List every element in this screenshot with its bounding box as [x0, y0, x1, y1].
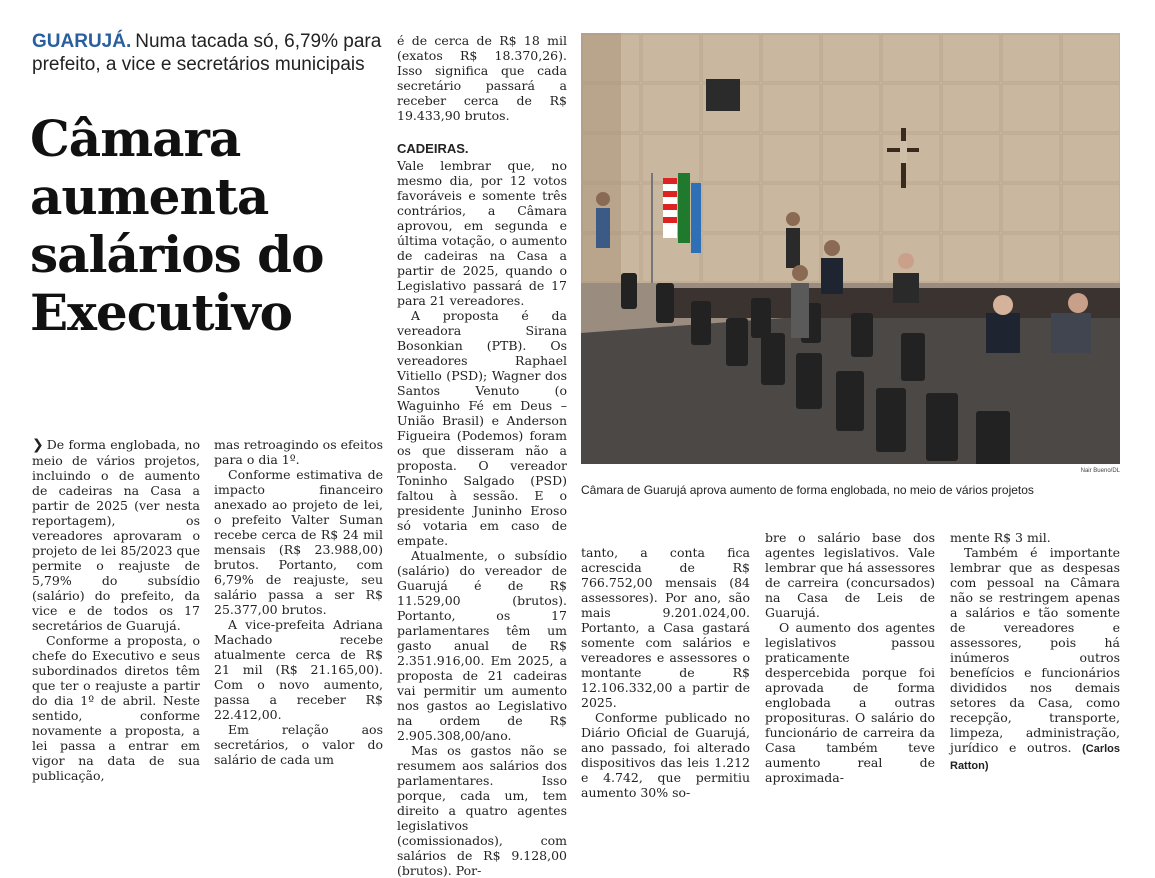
author-credit: (Carlos Ratton)	[950, 743, 1120, 772]
col5-paragraph-1: bre o salário base dos agentes legislativos. Vale lembrar que há assessores de carreira (concursados) na Casa de Leis de Guarujá.	[765, 530, 935, 620]
col3-paragraph-1: Vale lembrar que, no mesmo dia, por 12 votos favoráveis e somente três contrários, a Câmara aprovou, em segunda e última votação, o aumento de cadeiras na Casa a partir de 2025, quando o Legislativo passará de 17 para 21 vereadores.	[397, 158, 567, 308]
chamber-illustration	[581, 33, 1120, 464]
kicker-text: Numa tacada só, 6,79% para prefeito, a vice e secretários municipais	[32, 31, 382, 75]
speaker-box	[706, 79, 740, 111]
col3-paragraph-2: A proposta é da vereadora Sirana Bosonkian (PTB). Os vereadores Raphael Vitiello (PSD); Wagner dos Santos Venuto (o Waguinho Fé em Deus – União Brasil) e Anderson Figueira (Podemos) foram os que disseram não a proposta. O vereador Toninho Salgado (PSD) faltou à sessão. E o presidente Juninho Eroso só votaria em caso de empate.	[397, 308, 567, 548]
col2-paragraph-1: mas retroagindo os efeitos para o dia 1º.	[214, 437, 383, 467]
col6-paragraph-1: mente R$ 3 mil.	[950, 530, 1051, 545]
bullet-arrow-icon: ❯	[32, 437, 44, 453]
col1-paragraph-2: Conforme a proposta, o chefe do Executivo e seus subordinados diretos têm que ter o reajuste a partir do dia 1º de abril. Neste sentido, conforme novamente a proposta, a lei passa a entrar em vigor na data de sua publicação,	[32, 633, 200, 783]
kicker-tag: GUARUJÁ.	[32, 31, 132, 52]
col3-paragraph-0: é de cerca de R$ 18 mil (exatos R$ 18.370,26). Isso significa que cada secretário passará a receber cerca de R$ 19.433,90 brutos.	[397, 33, 567, 123]
article-column-1	[32, 437, 200, 783]
col2-paragraph-3: A vice-prefeita Adriana Machado recebe atualmente cerca de R$ 21 mil (R$ 21.165,00). Com o novo aumento, passa a receber R$ 22.412,00.	[214, 617, 383, 722]
col3-paragraph-3: Atualmente, o subsídio (salário) do vereador de Guarujá é de R$ 11.529,00 (brutos). Portanto, os 17 parlamentares têm um gasto anual de R$ 2.351.916,00. Em 2025, a proposta de 21 cadeiras vai permitir um aumento nos gastos ao Legislativo na ordem de R$ 2.905.308,00/ano.	[397, 548, 567, 743]
article-column-2	[214, 437, 383, 767]
article-column-5	[765, 530, 935, 785]
col3-paragraph-4: Mas os gastos não se resumem aos salários dos parlamentares. Isso porque, cada um, tem direito a quatro agentes legislativos (comissionados), com salários de R$ 9.128,00 (brutos). Por-	[397, 743, 567, 878]
col4-paragraph-1: tanto, a conta fica acrescida de R$ 766.752,00 mensais (84 assessores). Por ano, são mais 9.201.024,00. Portanto, a Casa gastará somente com salários e vereadores e assessores o montante de R$ 12.106.332,00 a partir de 2025.	[581, 545, 750, 710]
col5-paragraph-2: O aumento dos agentes legislativos passou praticamente despercebida porque foi aprovada de forma englobada a outras proposituras. O salário do funcionário de carreira da Casa também teve aumento real de aproximada-	[765, 620, 935, 785]
chamber-photo	[581, 33, 1120, 464]
photo-credit: Nair Bueno/DL	[1080, 468, 1120, 474]
kicker	[32, 30, 382, 76]
article-column-6	[950, 530, 1120, 774]
photo-caption: Câmara de Guarujá aprova aumento de forma englobada, no meio de vários projetos	[581, 483, 1034, 497]
col4-paragraph-2: Conforme publicado no Diário Oficial de Guarujá, ano passado, foi alterado dispositivos das leis 1.212 e 4.742, que permitiu aumento 30% so-	[581, 710, 750, 800]
col6-paragraph-2: Também é importante lembrar que as despesas com pessoal na Câmara não se restringem apenas a salários e tão somente de vereadores e assessores, pois há inúmeros outros benefícios e funcionários divididos nos demais setores da Casa, como recepção, transporte, limpeza, administração, jurídico e outros.	[950, 545, 1120, 755]
col2-paragraph-4: Em relação aos secretários, o valor do salário de cada um	[214, 722, 383, 767]
article-column-4	[581, 545, 750, 800]
headline: Câmara aumenta salários do Executivo	[30, 109, 324, 342]
section-subhead: CADEIRAS.	[397, 141, 469, 156]
col2-paragraph-2: Conforme estimativa de impacto financeiro anexado ao projeto de lei, o prefeito Valter Suman recebe cerca de R$ 24 mil mensais (R$ 23.988,00) brutos. Portanto, com 6,79% de reajuste, seu salário passa a ser R$ 25.377,00 brutos.	[214, 467, 383, 617]
col1-paragraph-1: De forma englobada, no meio de vários projetos, incluindo o de aumento de cadeiras na Casa a partir de 2025 (ver nesta reportagem), os vereadores aprovaram o projeto de lei 85/2023 que permite o reajuste de 5,79% do subsídio (salário) do prefeito, da vice e de todos os 17 secretários de Guarujá.	[32, 437, 200, 633]
article-column-3	[397, 33, 567, 878]
